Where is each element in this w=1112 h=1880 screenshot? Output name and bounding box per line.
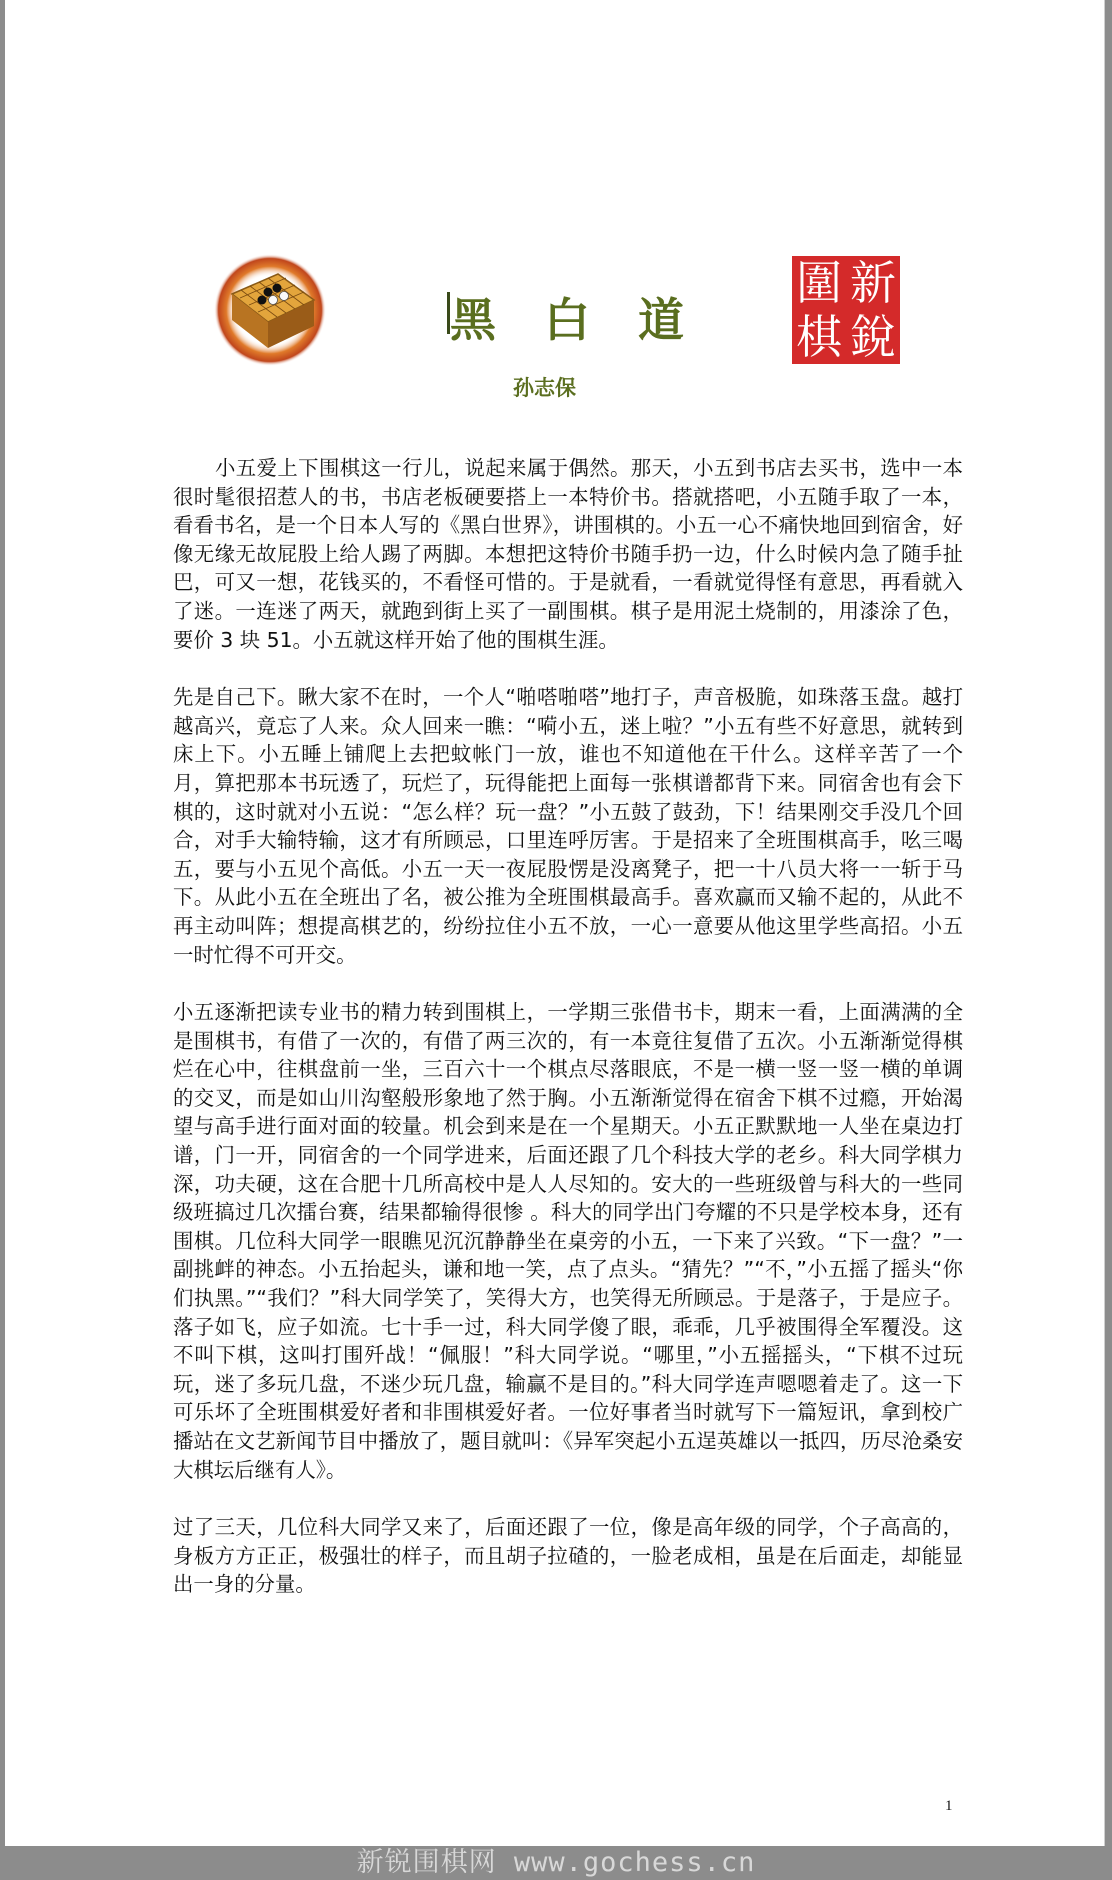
paragraph: 先是自己下。瞅大家不在时，一个人“啪嗒啪嗒”地打子，声音极脆，如珠落玉盘。越打越高兴，竟忘了人来。众人回来一瞧：“嗬小五，迷上啦？”小五有些不好意思，就转到床上下。小五睡上铺爬上去把蚊帐门一放，谁也不知道他在干什么。这样辛苦了一个月，算把那本书玩透了，玩烂了，玩得能把上面每一张棋谱都背下来。同宿舍也有会下棋的，这时就对小五说：“怎么样？玩一盘？”小五鼓了鼓劲，下！结果刚交手没几个回合，对手大输特输，这才有所顾忌，口里连呼厉害。于是招来了全班围棋高手，吆三喝五，要与小五见个高低。小五一天一夜屁股愣是没离凳子，把一十八员大将一一斩于马下。从此小五在全班出了名，被公推为全班围棋最高手。喜欢赢而又输不起的，从此不再主动叫阵；想提高棋艺的，纷纷拉住小五不放，一心一意要从他这里学些高招。小五一时忙得不可开交。 — [173, 685, 963, 967]
seal-logo-text — [792, 256, 900, 364]
seal-char: 銳 — [850, 310, 896, 364]
footer-watermark: 新锐围棋网 www.gochess.cn — [356, 1847, 756, 1878]
seal-char: 棋 — [796, 310, 842, 364]
document-page — [5, 0, 1105, 1846]
go-board-logo-icon — [210, 248, 330, 368]
page-number: 1 — [945, 1798, 953, 1814]
paragraph: 小五逐渐把读专业书的精力转到围棋上，一学期三张借书卡，期末一看，上面满满的全是围棋书，有借了一次的，有借了两三次的，有一本竟往复借了五次。小五渐渐觉得棋烂在心中，往棋盘前一坐，三百六十一个棋点尽落眼底，不是一横一竖一竖一横的单调的交叉，而是如山川沟壑般形象地了然于胸。小五渐渐觉得在宿舍下棋不过瘾，开始渴望与高手进行面对面的较量。机会到来是在一个星期天。小五正默默地一人坐在桌边打谱，门一开，同宿舍的一个同学进来，后面还跟了几个科技大学的老乡。科大同学棋力深，功夫硬，这在合肥十几所高校中是人人尽知的。安大的一些班级曾与科大的一些同级班搞过几次擂台赛，结果都输得很惨 。科大的同学出门夸耀的不只是学校本身，还有围棋。几位科大同学一眼瞧见沉沉静静坐在桌旁的小五，一下来了兴致。“下一盘？”一副挑衅的神态。小五抬起头，谦和地一笑，点了点头。“猜先？”“不，”小五摇了摇头“你们执黑。”“我们？”科大同学笑了，笑得大方，也笑得无所顾忌。于是落子，于是应子。落子如飞，应子如流。七十手一过，科大同学傻了眼，乖乖，几乎被围得全军覆没。这不叫下棋，这叫打围歼战！“佩服！”科大同学说。“哪里，”小五摇摇头，“下棋不过玩玩，迷了多玩几盘，不迷少玩几盘，输赢不是目的。”科大同学连声嗯嗯着走了。这一下可乐坏了全班围棋爱好者和非围棋爱好者。一位好事者当时就写下一篇短讯，拿到校广播站在文艺新闻节目中播放了，题目就叫：《异军突起小五逞英雄以一抵四，历尽沧桑安大棋坛后继有人》。 — [173, 1000, 963, 1482]
go-board-logo-graphic — [210, 248, 330, 368]
seal-logo-icon — [792, 256, 900, 364]
seal-char: 圍 — [796, 256, 842, 310]
document-title: 黑 白 道 — [450, 293, 701, 347]
paragraph: 过了三天，几位科大同学又来了，后面还跟了一位，像是高年级的同学，个子高高的，身板方方正正，极强壮的样子，而且胡子拉碴的，一脸老成相，虽是在后面走，却能显出一身的分量。 — [173, 1515, 963, 1597]
document-author: 孙志保 — [513, 376, 576, 400]
seal-char: 新 — [850, 256, 896, 310]
document-body — [173, 454, 963, 1628]
paragraph: 小五爱上下围棋这一行儿，说起来属于偶然。那天，小五到书店去买书，选中一本很时髦很招惹人的书，书店老板硬要搭上一本特价书。搭就搭吧，小五随手取了一本，看看书名，是一个日本人写的《黑白世界》，讲围棋的。小五一心不痛快地回到宿舍，好像无缘无故屁股上给人踢了两脚。本想把这特价书随手扔一边，什么时候内急了随手扯巴，可又一想，花钱买的，不看怪可惜的。于是就看，一看就觉得怪有意思，再看就入了迷。一连迷了两天，就跑到街上买了一副围棋。棋子是用泥土烧制的，用漆涂了色，要价 3 块 51。小五就这样开始了他的围棋生涯。 — [173, 456, 963, 652]
